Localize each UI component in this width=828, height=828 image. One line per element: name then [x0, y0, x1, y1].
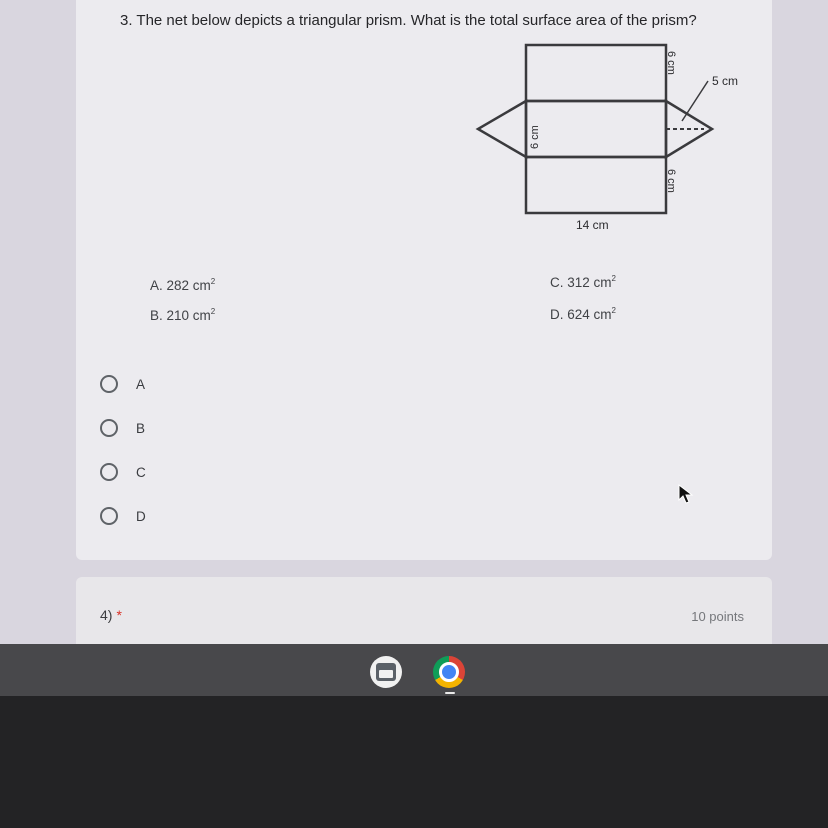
next-question-card: [76, 577, 772, 648]
option-d[interactable]: [100, 504, 300, 528]
running-indicator: [445, 692, 455, 694]
answer-a: A. 282 $cm^2$: [150, 277, 216, 293]
prism-net-svg: [386, 45, 739, 240]
net-slant-pointer: [682, 81, 708, 121]
radio-a[interactable]: [100, 375, 118, 393]
net-left-triangle: [478, 101, 526, 157]
option-d-label: D: [136, 508, 146, 524]
bezel-area: [0, 696, 828, 828]
net-middle-rect: [526, 101, 666, 157]
label-middle-height: 6 cm: [529, 125, 541, 149]
label-top-height: 6 cm: [665, 51, 677, 75]
net-bottom-rect: [526, 157, 666, 213]
net-top-rect: [526, 45, 666, 101]
radio-c[interactable]: [100, 463, 118, 481]
required-asterisk: *: [116, 607, 122, 623]
label-slant: 5 cm: [712, 74, 739, 88]
chrome-icon[interactable]: [433, 656, 465, 688]
radio-b[interactable]: [100, 419, 118, 437]
chrome-center: [439, 662, 459, 682]
option-a-label: A: [136, 376, 146, 392]
taskbar-shelf: [0, 644, 828, 696]
files-glyph: [376, 663, 396, 681]
option-c-label: C: [136, 464, 146, 480]
question-card: [76, 0, 772, 560]
prism-net-diagram: [386, 45, 739, 240]
answer-choices: [150, 274, 670, 337]
label-width: 14 cm: [576, 218, 609, 232]
radio-d[interactable]: [100, 507, 118, 525]
mouse-cursor-icon: [678, 484, 694, 504]
label-bottom-height: 6 cm: [665, 169, 677, 193]
question-text: 3. The net below depicts a triangular prism. What is the total surface area of the prism?: [120, 12, 697, 29]
option-a[interactable]: [100, 372, 300, 396]
files-icon[interactable]: [370, 656, 402, 688]
answer-c: C. 312 $cm^2$: [550, 274, 616, 290]
option-c[interactable]: [100, 460, 300, 484]
next-question-number: 4) *: [100, 607, 122, 623]
points-label: 10 points: [691, 609, 744, 624]
option-b[interactable]: [100, 416, 300, 440]
answer-b: B. 210 $cm^2$: [150, 307, 216, 323]
answer-d: D. 624 $cm^2$: [550, 306, 616, 322]
option-b-label: B: [136, 420, 146, 436]
